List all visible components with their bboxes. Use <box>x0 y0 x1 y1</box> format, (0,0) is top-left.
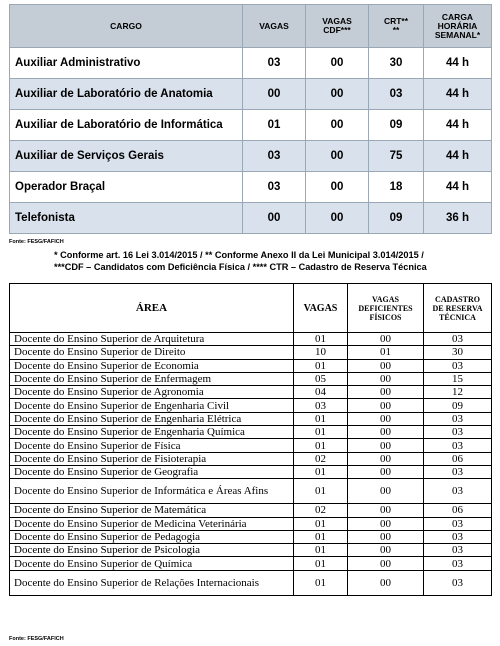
area-vagas: 01 <box>294 439 348 452</box>
area-vagas-deficientes: 00 <box>348 399 424 412</box>
area-name: Docente do Ensino Superior de Química <box>10 557 294 570</box>
cargo-crt: 18 <box>369 172 424 203</box>
header-vagas: VAGAS <box>243 5 306 48</box>
cargo-vagas: 03 <box>243 172 306 203</box>
area-vagas: 05 <box>294 372 348 385</box>
area-vagas-deficientes: 00 <box>348 504 424 517</box>
area-row <box>10 557 492 570</box>
area-name: Docente do Ensino Superior de Enfermagem <box>10 372 294 385</box>
area-vagas-deficientes: 00 <box>348 439 424 452</box>
area-row <box>10 372 492 385</box>
cargo-crt: 75 <box>369 141 424 172</box>
area-row <box>10 412 492 425</box>
cargo-vagas: 03 <box>243 141 306 172</box>
cargo-vagas: 01 <box>243 110 306 141</box>
area-cadastro: 03 <box>424 530 492 543</box>
cargo-row <box>10 79 492 110</box>
area-row <box>10 452 492 465</box>
area-cadastro: 09 <box>424 399 492 412</box>
cargos-table <box>9 4 492 234</box>
area-row <box>10 346 492 359</box>
footnote-line: ***CDF – Candidatos com Deficiência Física / **** CTR – Cadastro de Reserva Técnica <box>54 262 427 272</box>
cargo-crt: 03 <box>369 79 424 110</box>
header-vagas-deficientes: VAGAS DEFICIENTES FÍSICOS <box>348 284 424 333</box>
area-cadastro: 06 <box>424 452 492 465</box>
area-row <box>10 570 492 595</box>
area-name: Docente do Ensino Superior de Engenharia Civil <box>10 399 294 412</box>
cargo-vagas-cdf: 00 <box>306 110 369 141</box>
area-name: Docente do Ensino Superior de Matemática <box>10 504 294 517</box>
areas-table <box>9 283 492 596</box>
area-vagas-deficientes: 00 <box>348 530 424 543</box>
area-vagas: 10 <box>294 346 348 359</box>
area-row <box>10 333 492 346</box>
area-cadastro: 15 <box>424 372 492 385</box>
area-row <box>10 465 492 478</box>
area-row <box>10 544 492 557</box>
area-name: Docente do Ensino Superior de Relações Internacionais <box>10 570 294 595</box>
table2-source: Fonte: FESG/FAFICH <box>9 636 64 642</box>
area-cadastro: 03 <box>424 557 492 570</box>
area-cadastro: 03 <box>424 517 492 530</box>
area-cadastro: 12 <box>424 386 492 399</box>
cargo-carga: 44 h <box>424 48 492 79</box>
cargo-crt: 09 <box>369 110 424 141</box>
area-row <box>10 479 492 504</box>
area-name: Docente do Ensino Superior de Física <box>10 439 294 452</box>
area-cadastro: 03 <box>424 439 492 452</box>
area-cadastro: 03 <box>424 465 492 478</box>
area-cadastro: 03 <box>424 412 492 425</box>
header-carga-horaria: CARGA HORÁRIA SEMANAL* <box>424 5 492 48</box>
footnotes <box>54 249 494 273</box>
area-name: Docente do Ensino Superior de Engenharia Elétrica <box>10 412 294 425</box>
area-vagas-deficientes: 00 <box>348 479 424 504</box>
cargo-carga: 44 h <box>424 79 492 110</box>
area-name: Docente do Ensino Superior de Medicina Veterinária <box>10 517 294 530</box>
header-cargo: CARGO <box>10 5 243 48</box>
header-crt: CRT** ** <box>369 5 424 48</box>
area-vagas-deficientes: 00 <box>348 333 424 346</box>
area-vagas-deficientes: 00 <box>348 426 424 439</box>
cargo-row <box>10 110 492 141</box>
area-vagas: 01 <box>294 557 348 570</box>
area-vagas-deficientes: 00 <box>348 452 424 465</box>
areas-header-row <box>10 284 492 333</box>
cargo-name: Auxiliar de Laboratório de Informática <box>10 110 243 141</box>
area-vagas: 01 <box>294 570 348 595</box>
cargo-carga: 44 h <box>424 172 492 203</box>
area-cadastro: 03 <box>424 333 492 346</box>
area-name: Docente do Ensino Superior de Fisioterapia <box>10 452 294 465</box>
area-vagas-deficientes: 00 <box>348 570 424 595</box>
area-vagas-deficientes: 00 <box>348 517 424 530</box>
area-row <box>10 399 492 412</box>
header-vagas-cdf: VAGAS CDF*** <box>306 5 369 48</box>
area-cadastro: 30 <box>424 346 492 359</box>
cargo-vagas-cdf: 00 <box>306 203 369 234</box>
area-row <box>10 504 492 517</box>
area-vagas: 01 <box>294 359 348 372</box>
cargo-row <box>10 172 492 203</box>
cargo-crt: 09 <box>369 203 424 234</box>
cargo-vagas-cdf: 00 <box>306 141 369 172</box>
area-vagas-deficientes: 00 <box>348 544 424 557</box>
area-cadastro: 03 <box>424 426 492 439</box>
footnote-line: * Conforme art. 16 Lei 3.014/2015 / ** Conforme Anexo II da Lei Municipal 3.014/2015 / <box>54 250 424 260</box>
area-vagas: 04 <box>294 386 348 399</box>
cargo-name: Auxiliar de Serviços Gerais <box>10 141 243 172</box>
cargo-crt: 30 <box>369 48 424 79</box>
cargo-vagas-cdf: 00 <box>306 48 369 79</box>
cargo-vagas-cdf: 00 <box>306 79 369 110</box>
area-name: Docente do Ensino Superior de Psicologia <box>10 544 294 557</box>
header-area: ÁREA <box>10 284 294 333</box>
area-vagas: 01 <box>294 530 348 543</box>
cargo-carga: 36 h <box>424 203 492 234</box>
area-name: Docente do Ensino Superior de Engenharia Química <box>10 426 294 439</box>
cargo-row <box>10 141 492 172</box>
area-row <box>10 530 492 543</box>
cargo-vagas: 03 <box>243 48 306 79</box>
area-vagas-deficientes: 01 <box>348 346 424 359</box>
area-row <box>10 517 492 530</box>
area-vagas: 01 <box>294 333 348 346</box>
cargo-name: Auxiliar de Laboratório de Anatomia <box>10 79 243 110</box>
area-vagas-deficientes: 00 <box>348 359 424 372</box>
area-vagas-deficientes: 00 <box>348 465 424 478</box>
area-name: Docente do Ensino Superior de Geografia <box>10 465 294 478</box>
area-row <box>10 439 492 452</box>
area-cadastro: 03 <box>424 570 492 595</box>
area-cadastro: 06 <box>424 504 492 517</box>
area-name: Docente do Ensino Superior de Pedagogia <box>10 530 294 543</box>
area-name: Docente do Ensino Superior de Direito <box>10 346 294 359</box>
area-vagas: 01 <box>294 412 348 425</box>
area-vagas: 01 <box>294 426 348 439</box>
area-cadastro: 03 <box>424 544 492 557</box>
area-cadastro: 03 <box>424 479 492 504</box>
cargo-row <box>10 203 492 234</box>
header-cadastro-reserva: CADASTRO DE RESERVA TÉCNICA <box>424 284 492 333</box>
area-vagas-deficientes: 00 <box>348 557 424 570</box>
area-vagas-deficientes: 00 <box>348 386 424 399</box>
cargo-name: Operador Braçal <box>10 172 243 203</box>
cargo-name: Telefonista <box>10 203 243 234</box>
area-vagas: 01 <box>294 517 348 530</box>
area-vagas: 03 <box>294 399 348 412</box>
area-row <box>10 386 492 399</box>
cargo-carga: 44 h <box>424 141 492 172</box>
cargo-vagas: 00 <box>243 79 306 110</box>
cargo-row <box>10 48 492 79</box>
area-vagas-deficientes: 00 <box>348 372 424 385</box>
cargos-header-row <box>10 5 492 48</box>
area-vagas: 01 <box>294 479 348 504</box>
area-name: Docente do Ensino Superior de Informática e Áreas Afins <box>10 479 294 504</box>
area-vagas-deficientes: 00 <box>348 412 424 425</box>
area-name: Docente do Ensino Superior de Economia <box>10 359 294 372</box>
area-row <box>10 426 492 439</box>
area-cadastro: 03 <box>424 359 492 372</box>
cargo-vagas-cdf: 00 <box>306 172 369 203</box>
cargo-name: Auxiliar Administrativo <box>10 48 243 79</box>
area-name: Docente do Ensino Superior de Arquitetura <box>10 333 294 346</box>
cargo-vagas: 00 <box>243 203 306 234</box>
area-vagas: 01 <box>294 465 348 478</box>
area-vagas: 02 <box>294 504 348 517</box>
area-row <box>10 359 492 372</box>
area-vagas: 01 <box>294 544 348 557</box>
area-vagas: 02 <box>294 452 348 465</box>
header-vagas: VAGAS <box>294 284 348 333</box>
area-name: Docente do Ensino Superior de Agronomia <box>10 386 294 399</box>
table1-source: Fonte: FESG/FAFICH <box>9 239 64 245</box>
cargo-carga: 44 h <box>424 110 492 141</box>
